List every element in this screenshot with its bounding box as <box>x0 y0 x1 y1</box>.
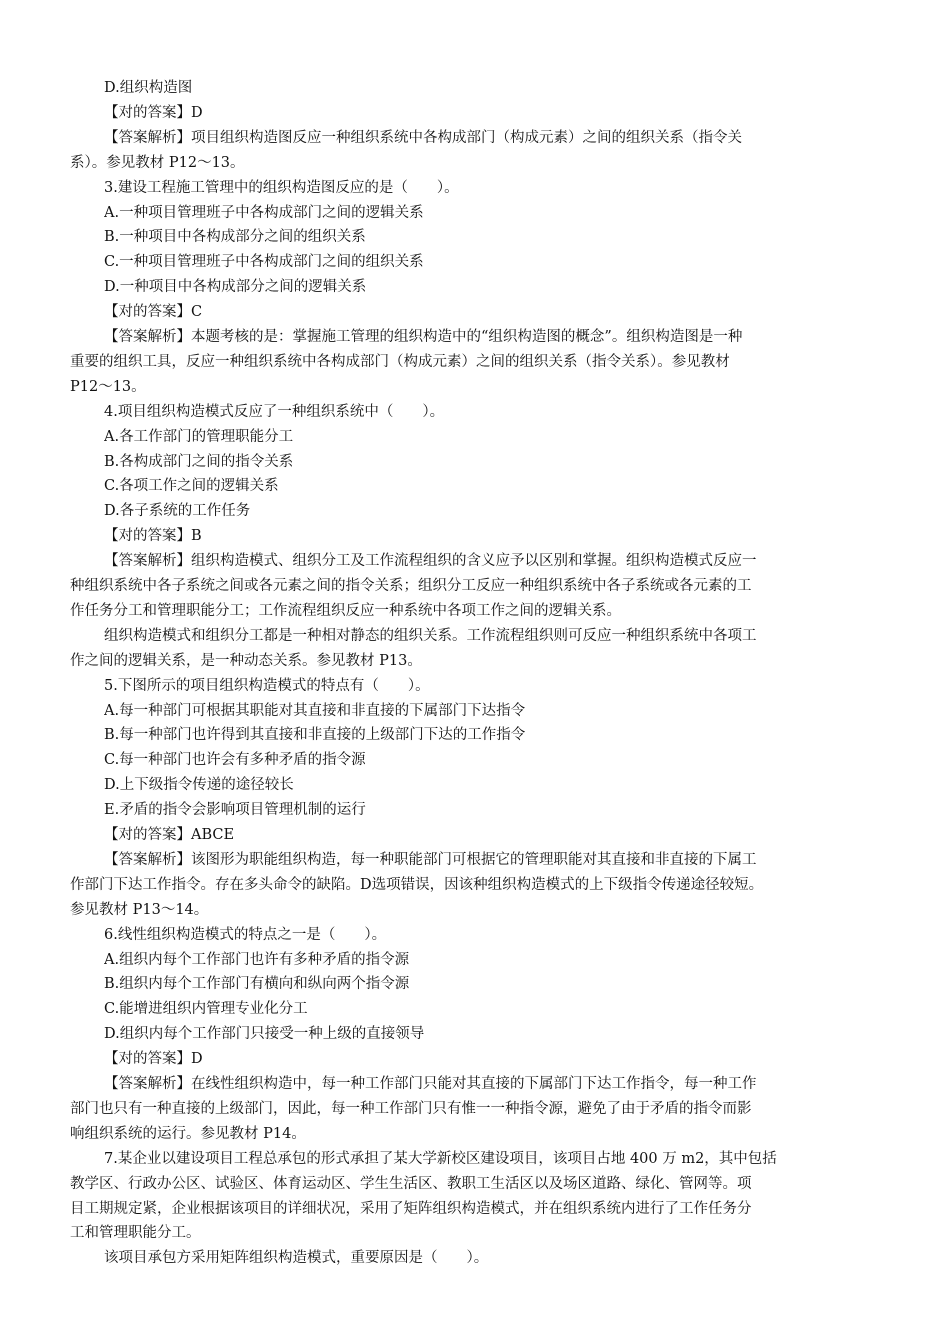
text-line: A.每一种部门可根据其职能对其直接和非直接的下属部门下达指令 <box>104 703 526 719</box>
text-line: 【答案解析】该图形为职能组织构造，每一种职能部门可根据它的管理职能对其直接和非直接的下属工 <box>104 852 757 868</box>
text-line: B.组织内每个工作部门有横向和纵向两个指令源 <box>104 976 410 992</box>
text-line: 【对的答案】ABCE <box>104 827 235 843</box>
text-line: B.每一种部门也许得到其直接和非直接的上级部门下达的工作指令 <box>104 727 526 743</box>
text-line: 部门也只有一种直接的上级部门，因此，每一种工作部门只有惟一一种指令源，避免了由于矛盾的指令而影 <box>70 1101 752 1117</box>
text-line: 重要的组织工具，反应一种组织系统中各构成部门（构成元素）之间的组织关系（指令关系）。参见教材 <box>70 354 730 370</box>
text-line: 该项目承包方采用矩阵组织构造模式，重要原因是（ ）。 <box>104 1250 489 1266</box>
text-line: 【对的答案】D <box>104 105 203 121</box>
text-line: 作任务分工和管理职能分工；工作流程组织反应一种系统中各项工作之间的逻辑关系。 <box>70 603 621 619</box>
text-line: 教学区、行政办公区、试验区、体育运动区、学生生活区、教职工生活区以及场区道路、绿化、管网等。项 <box>70 1176 752 1192</box>
text-line: P12～13。 <box>70 379 146 395</box>
text-line: B.各构成部门之间的指令关系 <box>104 454 294 470</box>
text-line: 作之间的逻辑关系，是一种动态关系。参见教材 P13。 <box>70 653 422 669</box>
text-line: 6.线性组织构造模式的特点之一是（ ）。 <box>104 927 387 943</box>
text-line: B.一种项目中各构成部分之间的组织关系 <box>104 229 366 245</box>
text-line: A.一种项目管理班子中各构成部门之间的逻辑关系 <box>104 205 424 221</box>
text-line: A.组织内每个工作部门也许有多种矛盾的指令源 <box>104 952 410 968</box>
text-line: 【答案解析】本题考核的是：掌握施工管理的组织构造中的“组织构造图的概念”。组织构造图是一种 <box>104 329 743 345</box>
text-line: D.一种项目中各构成部分之间的逻辑关系 <box>104 279 367 295</box>
text-line: 4.项目组织构造模式反应了一种组织系统中（ ）。 <box>104 404 445 420</box>
text-line: 作部门下达工作指令。存在多头命令的缺陷。D选项错误，因该种组织构造模式的上下级指令传递途径较短。 <box>70 877 764 893</box>
text-line: 系）。参见教材 P12～13。 <box>70 155 245 171</box>
text-line: C.每一种部门也许会有多种矛盾的指令源 <box>104 752 366 768</box>
text-line: E.矛盾的指令会影响项目管理机制的运行 <box>104 802 366 818</box>
text-line: C.能增进组织内管理专业化分工 <box>104 1001 308 1017</box>
text-line: 5.下图所示的项目组织构造模式的特点有（ ）。 <box>104 678 430 694</box>
text-line: 【对的答案】D <box>104 1051 203 1067</box>
text-line: 【对的答案】B <box>104 528 202 544</box>
text-line: A.各工作部门的管理职能分工 <box>104 429 294 445</box>
text-line: C.各项工作之间的逻辑关系 <box>104 478 279 494</box>
text-line: 【对的答案】C <box>104 304 203 320</box>
text-line: 【答案解析】组织构造模式、组织分工及工作流程组织的含义应予以区别和掌握。组织构造模式反应一 <box>104 553 757 569</box>
text-line: D.上下级指令传递的途径较长 <box>104 777 294 793</box>
text-line: 组织构造模式和组织分工都是一种相对静态的组织关系。工作流程组织则可反应一种组织系统中各项工 <box>104 628 757 644</box>
text-line: D.组织构造图 <box>104 80 193 96</box>
text-line: 工和管理职能分工。 <box>70 1225 201 1241</box>
text-line: 3.建设工程施工管理中的组织构造图反应的是（ ）。 <box>104 180 459 196</box>
text-line: 响组织系统的运行。参见教材 P14。 <box>70 1126 306 1142</box>
text-line: C.一种项目管理班子中各构成部门之间的组织关系 <box>104 254 424 270</box>
text-line: 【答案解析】在线性组织构造中，每一种工作部门只能对其直接的下属部门下达工作指令，每一种工作 <box>104 1076 757 1092</box>
text-line: 种组织系统中各子系统之间或各元素之间的指令关系；组织分工反应一种组织系统中各子系统或各元素的工 <box>70 578 752 594</box>
text-line: 目工期规定紧，企业根据该项目的详细状况，采用了矩阵组织构造模式，并在组织系统内进行了工作任务分 <box>70 1201 752 1217</box>
text-line: 7.某企业以建设项目工程总承包的形式承担了某大学新校区建设项目，该项目占地 400 万 m2，其中包括 <box>104 1151 777 1167</box>
text-line: 参见教材 P13～14。 <box>70 902 209 918</box>
text-line: D.组织内每个工作部门只接受一种上级的直接领导 <box>104 1026 425 1042</box>
text-line: D.各子系统的工作任务 <box>104 503 251 519</box>
text-line: 【答案解析】项目组织构造图反应一种组织系统中各构成部门（构成元素）之间的组织关系（指令关 <box>104 130 742 146</box>
